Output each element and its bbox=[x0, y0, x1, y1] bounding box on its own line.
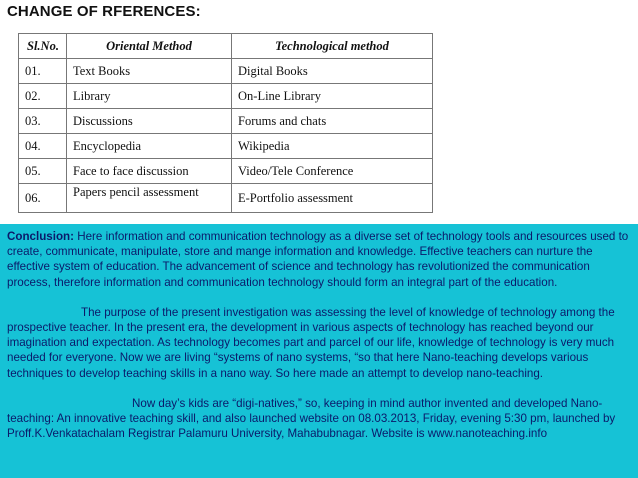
header-technological-method: Technological method bbox=[232, 34, 433, 59]
cell-technological: On-Line Library bbox=[232, 84, 433, 109]
table-row bbox=[19, 184, 433, 213]
cell-oriental: Papers pencil assessment bbox=[67, 184, 232, 213]
conclusion-text-2: The purpose of the present investigation was assessing the level of knowledge of technology among the prospective teacher. In the present era, the development in various aspects of technology has reached beyond our imagination and expectation. As technology becomes part and parcel of our life, knowledge of technology is very much needed for everyone. Now we are living “systems of nano systems, “so that here Nano-teaching develops various techniques to develop teaching skills in a nano way. So here made an attempt to develop nano-teaching. bbox=[7, 305, 615, 380]
table-row bbox=[19, 134, 433, 159]
cell-technological: Video/Tele Conference bbox=[232, 159, 433, 184]
conclusion-text-1: Here information and communication technology as a diverse set of technology tools and resources used to create, communicate, manipulate, store and mange information and knowledge. Effective teachers can nurture the effective system of education. The advancement of science and technology has revolutionized the communication process, therefore information and communication technology should form an integral part of the education. bbox=[7, 230, 629, 289]
table-row bbox=[19, 109, 433, 134]
conclusion-text-3: Now day’s kids are “digi-natives,” so, keeping in mind author invented and developed Nano-teaching: An innovative teaching skill, and also launched website on 08.03.2013, Friday, evening 5:30 pm, launched by Proff.K.Venkatachalam Registrar Palamuru University, Mahabubnagar. Website is www.nanoteaching.info bbox=[7, 396, 616, 441]
cell-sl-no: 05. bbox=[19, 159, 67, 184]
conclusion-paragraph-2 bbox=[7, 305, 630, 381]
table-row bbox=[19, 59, 433, 84]
conclusion-panel bbox=[0, 224, 638, 478]
comparison-table bbox=[18, 33, 433, 213]
cell-sl-no: 01. bbox=[19, 59, 67, 84]
cell-technological: E-Portfolio assessment bbox=[232, 184, 433, 213]
table-header-row bbox=[19, 34, 433, 59]
cell-technological: Forums and chats bbox=[232, 109, 433, 134]
slide-title: CHANGE OF RFERENCES: bbox=[7, 3, 201, 20]
table-row bbox=[19, 159, 433, 184]
cell-sl-no: 04. bbox=[19, 134, 67, 159]
cell-sl-no: 03. bbox=[19, 109, 67, 134]
comparison-table-wrapper bbox=[18, 33, 432, 213]
cell-technological: Digital Books bbox=[232, 59, 433, 84]
cell-oriental: Text Books bbox=[67, 59, 232, 84]
header-sl-no: Sl.No. bbox=[19, 34, 67, 59]
cell-technological: Wikipedia bbox=[232, 134, 433, 159]
cell-oriental: Encyclopedia bbox=[67, 134, 232, 159]
cell-oriental: Library bbox=[67, 84, 232, 109]
cell-sl-no: 06. bbox=[19, 184, 67, 213]
header-oriental-method: Oriental Method bbox=[67, 34, 232, 59]
conclusion-paragraph-1 bbox=[7, 229, 630, 290]
conclusion-lead: Conclusion: bbox=[7, 230, 74, 243]
cell-sl-no: 02. bbox=[19, 84, 67, 109]
table-row bbox=[19, 84, 433, 109]
cell-oriental: Discussions bbox=[67, 109, 232, 134]
conclusion-paragraph-3 bbox=[7, 396, 630, 442]
cell-oriental: Face to face discussion bbox=[67, 159, 232, 184]
